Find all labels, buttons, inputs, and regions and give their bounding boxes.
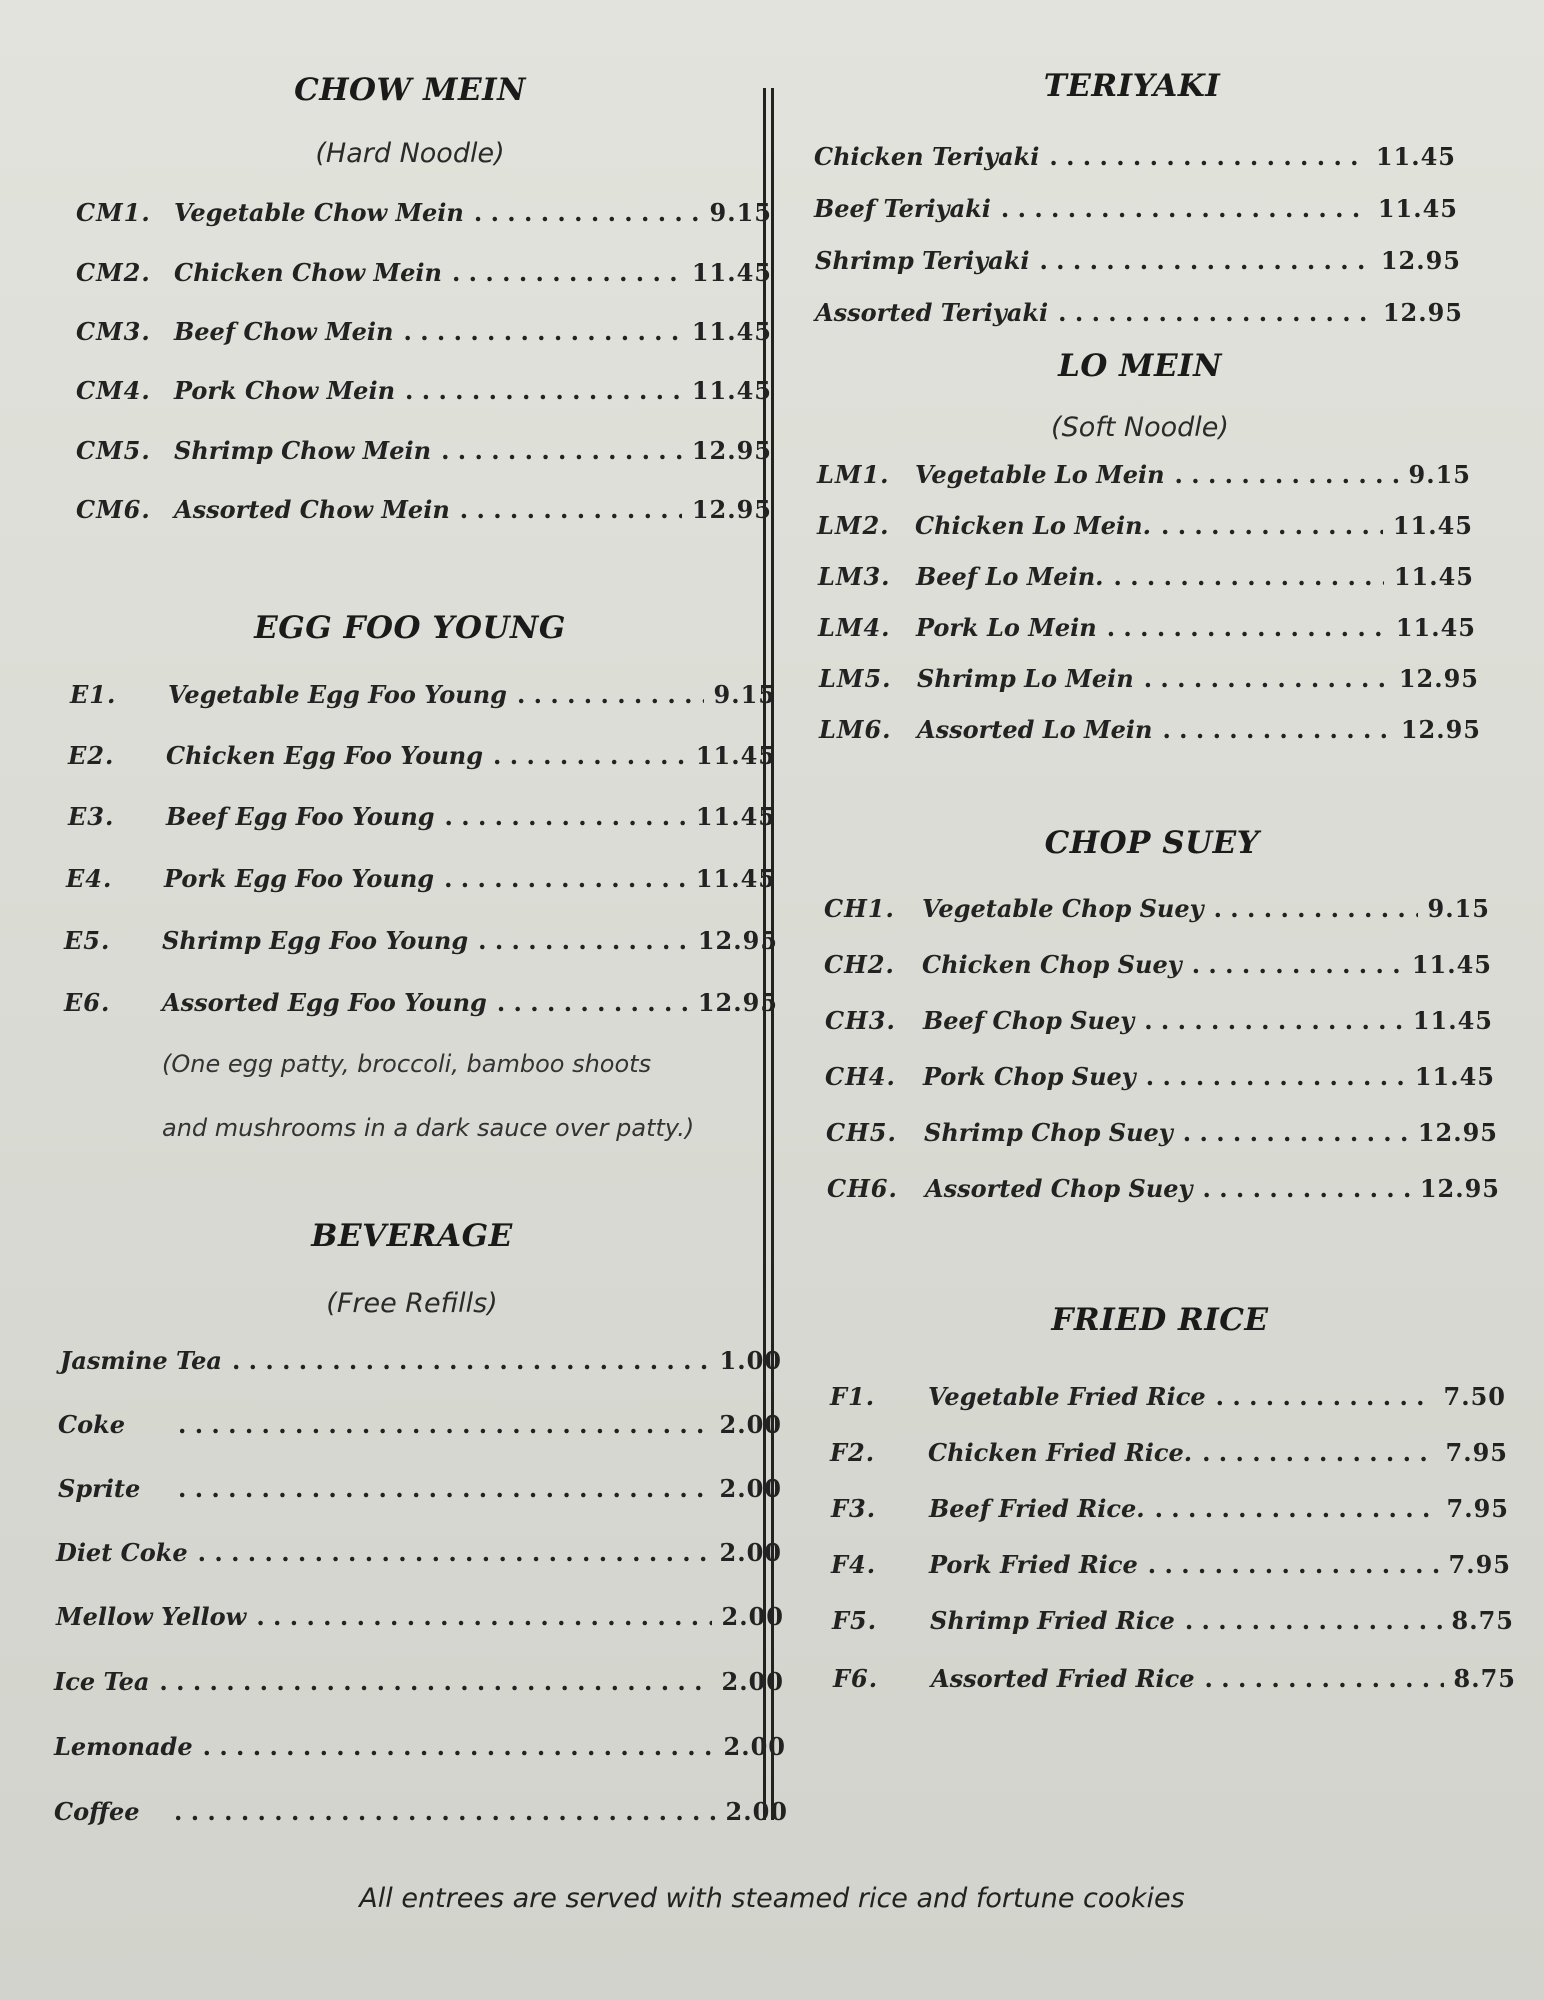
leader-dots xyxy=(445,802,686,831)
leader-dots xyxy=(256,1602,711,1631)
leader-dots xyxy=(1058,298,1373,327)
item-price: 12.95 xyxy=(1419,1174,1500,1203)
item-code: F1. xyxy=(830,1382,876,1411)
item-name: Lemonade xyxy=(54,1732,193,1761)
item-name: Shrimp Fried Rice xyxy=(930,1606,1175,1635)
item-name: Assorted Fried Rice xyxy=(931,1664,1195,1693)
item-code: LM4. xyxy=(818,613,891,642)
item-price: 9.15 xyxy=(709,198,772,227)
egg-foo-young-note-line-1: (One egg patty, broccoli, bamboo shoots xyxy=(162,1050,652,1078)
item-name: Vegetable Fried Rice xyxy=(928,1382,1206,1411)
item-name: Beef Fried Rice. xyxy=(929,1494,1145,1523)
leader-dots xyxy=(452,258,682,287)
item-name: Beef Chow Mein xyxy=(174,317,394,346)
teriyaki-item xyxy=(814,194,1458,223)
leader-dots xyxy=(1155,1494,1437,1523)
menu-item xyxy=(825,1006,1493,1035)
leader-dots xyxy=(1144,664,1389,693)
item-price: 11.45 xyxy=(695,741,776,770)
item-price: 12.95 xyxy=(697,988,778,1017)
item-name: Vegetable Chop Suey xyxy=(922,894,1204,923)
item-price: 12.95 xyxy=(697,926,778,955)
leader-dots xyxy=(198,1538,710,1567)
item-price: 11.45 xyxy=(691,258,772,287)
menu-item xyxy=(830,1382,1506,1411)
menu-item xyxy=(817,511,1473,540)
item-code: E6. xyxy=(64,988,111,1017)
footer-note: All entrees are served with steamed rice and fortune cookies xyxy=(359,1883,1185,1914)
leader-dots xyxy=(1146,1062,1405,1091)
item-code: CM1. xyxy=(76,198,151,227)
menu-item xyxy=(76,495,772,524)
item-name: Beef Lo Mein. xyxy=(916,562,1104,591)
menu-item xyxy=(831,1494,1509,1523)
item-code: CH3. xyxy=(825,1006,896,1035)
item-name: Shrimp Egg Foo Young xyxy=(162,926,469,955)
item-price: 8.75 xyxy=(1451,1606,1514,1635)
item-name: Beef Chop Suey xyxy=(923,1006,1135,1035)
menu-item xyxy=(831,1550,1511,1579)
beverage-item xyxy=(58,1410,782,1439)
item-code: CM3. xyxy=(76,317,151,346)
item-price: 11.45 xyxy=(1377,194,1458,223)
beverage-item xyxy=(56,1538,782,1567)
leader-dots xyxy=(178,1410,710,1439)
item-price: 12.95 xyxy=(1380,246,1461,275)
item-name: Assorted Egg Foo Young xyxy=(162,988,487,1017)
menu-item xyxy=(76,436,772,465)
beverage-item xyxy=(54,1797,788,1826)
item-price: 11.45 xyxy=(1375,142,1456,171)
beverage-heading: BEVERAGE xyxy=(311,1218,513,1254)
item-price: 11.45 xyxy=(1392,511,1473,540)
item-price: 7.95 xyxy=(1448,1550,1511,1579)
leader-dots xyxy=(1185,1606,1442,1635)
item-name: Shrimp Chow Mein xyxy=(174,436,432,465)
chop-suey-heading: CHOP SUEY xyxy=(1044,825,1260,861)
item-name: Beef Teriyaki xyxy=(814,194,991,223)
lo-mein-subheading: (Soft Noodle) xyxy=(1051,412,1229,443)
item-code: CM4. xyxy=(76,376,151,405)
beverage-subheading: (Free Refills) xyxy=(326,1288,498,1319)
lo-mein-heading: LO MEIN xyxy=(1058,348,1222,384)
leader-dots xyxy=(441,436,682,465)
item-code: E1. xyxy=(70,680,117,709)
item-price: 7.50 xyxy=(1443,1382,1506,1411)
item-name: Pork Fried Rice xyxy=(929,1550,1138,1579)
leader-dots xyxy=(460,495,682,524)
column-divider xyxy=(763,88,774,1820)
item-name: Mellow Yellow xyxy=(56,1602,247,1631)
item-code: F2. xyxy=(830,1438,876,1467)
leader-dots xyxy=(1183,1118,1408,1147)
item-name: Chicken Fried Rice. xyxy=(928,1438,1193,1467)
teriyaki-item xyxy=(814,142,1456,171)
item-code: LM3. xyxy=(818,562,891,591)
item-name: Jasmine Tea xyxy=(60,1346,222,1375)
item-name: Sprite xyxy=(58,1474,141,1503)
teriyaki-heading: TERIYAKI xyxy=(1043,68,1221,104)
item-price: 1.00 xyxy=(719,1346,782,1375)
menu-item xyxy=(827,1174,1500,1203)
fried-rice-heading: FRIED RICE xyxy=(1051,1302,1269,1338)
menu-item xyxy=(64,926,778,955)
leader-dots xyxy=(178,1474,710,1503)
menu-item xyxy=(76,198,772,227)
menu-item xyxy=(818,613,1476,642)
menu-item xyxy=(826,1118,1498,1147)
item-price: 8.75 xyxy=(1453,1664,1516,1693)
item-name: Vegetable Egg Foo Young xyxy=(168,680,507,709)
item-code: LM5. xyxy=(819,664,892,693)
item-code: LM1. xyxy=(817,460,890,489)
egg-foo-young-note-line-2: and mushrooms in a dark sauce over patty.) xyxy=(162,1114,695,1142)
item-price: 2.00 xyxy=(719,1474,782,1503)
chow-mein-heading: CHOW MEIN xyxy=(294,72,526,108)
item-price: 2.00 xyxy=(723,1732,786,1761)
item-price: 2.00 xyxy=(721,1602,784,1631)
beverage-item xyxy=(58,1474,782,1503)
item-code: CH2. xyxy=(824,950,895,979)
item-name: Chicken Lo Mein. xyxy=(915,511,1151,540)
item-code: CH4. xyxy=(825,1062,896,1091)
leader-dots xyxy=(1202,1438,1435,1467)
item-code: F4. xyxy=(831,1550,877,1579)
item-code: F3. xyxy=(831,1494,877,1523)
beverage-item xyxy=(54,1732,786,1761)
item-price: 2.00 xyxy=(725,1797,788,1826)
egg-foo-young-heading: EGG FOO YOUNG xyxy=(254,610,566,646)
leader-dots xyxy=(474,198,700,227)
menu-item xyxy=(830,1438,1508,1467)
item-code: LM2. xyxy=(817,511,890,540)
item-name: Shrimp Chop Suey xyxy=(924,1118,1173,1147)
item-code: CH6. xyxy=(827,1174,898,1203)
leader-dots xyxy=(1214,894,1418,923)
item-code: E3. xyxy=(68,802,115,831)
leader-dots xyxy=(159,1667,711,1696)
leader-dots xyxy=(1144,1006,1403,1035)
item-name: Assorted Chow Mein xyxy=(174,495,450,524)
item-code: CH5. xyxy=(826,1118,897,1147)
menu-item xyxy=(68,741,776,770)
leader-dots xyxy=(1175,460,1399,489)
item-price: 7.95 xyxy=(1446,1494,1509,1523)
leader-dots xyxy=(1148,1550,1439,1579)
menu-item xyxy=(818,562,1474,591)
leader-dots xyxy=(1161,511,1383,540)
item-price: 11.45 xyxy=(1393,562,1474,591)
item-price: 12.95 xyxy=(691,495,772,524)
item-name: Pork Lo Mein xyxy=(916,613,1097,642)
item-name: Shrimp Teriyaki xyxy=(815,246,1030,275)
item-name: Pork Egg Foo Young xyxy=(164,864,435,893)
leader-dots xyxy=(493,741,686,770)
item-price: 11.45 xyxy=(1395,613,1476,642)
item-price: 9.15 xyxy=(713,680,776,709)
menu-item xyxy=(76,317,772,346)
item-price: 12.95 xyxy=(1417,1118,1498,1147)
beverage-item xyxy=(54,1667,784,1696)
item-code: LM6. xyxy=(819,715,892,744)
item-price: 11.45 xyxy=(691,376,772,405)
item-name: Assorted Lo Mein xyxy=(917,715,1153,744)
item-price: 12.95 xyxy=(1398,664,1479,693)
item-code: F5. xyxy=(832,1606,878,1635)
item-price: 9.15 xyxy=(1427,894,1490,923)
teriyaki-item xyxy=(815,298,1463,327)
menu-item xyxy=(64,988,778,1017)
item-name: Vegetable Chow Mein xyxy=(174,198,464,227)
menu-item xyxy=(76,376,772,405)
leader-dots xyxy=(517,680,704,709)
chow-mein-subheading: (Hard Noodle) xyxy=(315,138,505,169)
item-code: CM2. xyxy=(76,258,151,287)
leader-dots xyxy=(1216,1382,1434,1411)
item-name: Chicken Egg Foo Young xyxy=(166,741,484,770)
item-price: 12.95 xyxy=(691,436,772,465)
menu-item xyxy=(824,950,1492,979)
leader-dots xyxy=(444,864,686,893)
menu-item xyxy=(70,680,776,709)
teriyaki-item xyxy=(815,246,1461,275)
item-code: E4. xyxy=(66,864,113,893)
item-name: Chicken Teriyaki xyxy=(814,142,1040,171)
item-price: 12.95 xyxy=(1400,715,1481,744)
item-code: E2. xyxy=(68,741,115,770)
item-price: 11.45 xyxy=(695,802,776,831)
leader-dots xyxy=(497,988,688,1017)
item-price: 11.45 xyxy=(1414,1062,1495,1091)
menu-item xyxy=(825,1062,1495,1091)
leader-dots xyxy=(403,317,681,346)
leader-dots xyxy=(203,1732,714,1761)
item-price: 11.45 xyxy=(1412,1006,1493,1035)
menu-item xyxy=(819,715,1481,744)
leader-dots xyxy=(1202,1174,1409,1203)
item-name: Assorted Chop Suey xyxy=(925,1174,1193,1203)
leader-dots xyxy=(1001,194,1368,223)
menu-item xyxy=(66,864,776,893)
item-code: CM6. xyxy=(76,495,151,524)
item-name: Ice Tea xyxy=(54,1667,150,1696)
item-price: 7.95 xyxy=(1445,1438,1508,1467)
item-price: 11.45 xyxy=(691,317,772,346)
leader-dots xyxy=(1107,613,1386,642)
item-code: CM5. xyxy=(76,436,151,465)
leader-dots xyxy=(1049,142,1365,171)
menu-item xyxy=(68,802,776,831)
beverage-item xyxy=(60,1346,782,1375)
item-code: E5. xyxy=(64,926,111,955)
leader-dots xyxy=(1205,1664,1444,1693)
item-name: Pork Chow Mein xyxy=(174,376,396,405)
item-price: 2.00 xyxy=(721,1667,784,1696)
menu-item xyxy=(833,1664,1516,1693)
menu-item xyxy=(819,664,1479,693)
item-name: Chicken Chow Mein xyxy=(174,258,442,287)
item-price: 11.45 xyxy=(695,864,776,893)
item-price: 9.15 xyxy=(1408,460,1471,489)
item-price: 12.95 xyxy=(1382,298,1463,327)
item-code: CH1. xyxy=(824,894,895,923)
item-name: Assorted Teriyaki xyxy=(815,298,1049,327)
leader-dots xyxy=(232,1346,710,1375)
item-name: Shrimp Lo Mein xyxy=(917,664,1134,693)
leader-dots xyxy=(1162,715,1390,744)
leader-dots xyxy=(1192,950,1402,979)
item-name: Coke xyxy=(58,1410,126,1439)
leader-dots xyxy=(174,1797,716,1826)
beverage-item xyxy=(56,1602,784,1631)
item-price: 2.00 xyxy=(719,1410,782,1439)
leader-dots xyxy=(1039,246,1370,275)
leader-dots xyxy=(1114,562,1384,591)
item-name: Vegetable Lo Mein xyxy=(915,460,1165,489)
item-name: Coffee xyxy=(54,1797,140,1826)
menu-item xyxy=(824,894,1490,923)
menu-item xyxy=(832,1606,1514,1635)
leader-dots xyxy=(478,926,688,955)
item-name: Chicken Chop Suey xyxy=(922,950,1182,979)
item-price: 2.00 xyxy=(719,1538,782,1567)
leader-dots xyxy=(405,376,682,405)
menu-item xyxy=(817,460,1471,489)
item-name: Pork Chop Suey xyxy=(923,1062,1136,1091)
menu-item xyxy=(76,258,772,287)
item-name: Diet Coke xyxy=(56,1538,188,1567)
item-price: 11.45 xyxy=(1411,950,1492,979)
item-code: F6. xyxy=(833,1664,879,1693)
item-name: Beef Egg Foo Young xyxy=(166,802,435,831)
